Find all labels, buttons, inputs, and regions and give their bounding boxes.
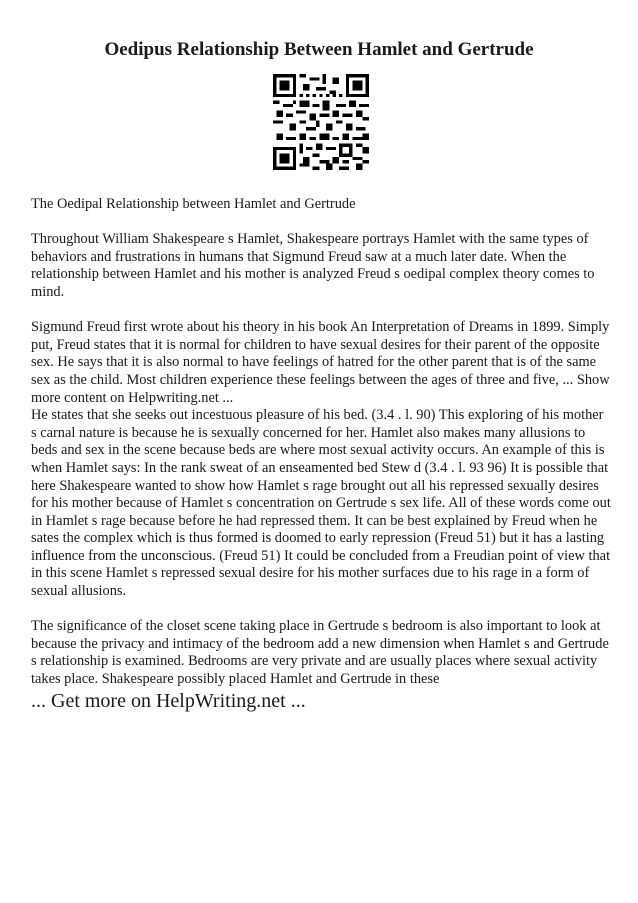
- paragraph: Sigmund Freud first wrote about his theory in his book An Interpretation of Dreams in 1899. Simply put, Freud states that it is normal for children to have sexual desires for their parent of the opposite sex. He says that it is also normal to have feelings of hatred for the other parent that is of the same sex as the child. Most children experience these feelings between the ages of three and five, ... Show more content on Helpwriting.net ...: [31, 319, 610, 406]
- get-more-link[interactable]: ... Get more on HelpWriting.net ...: [31, 690, 306, 712]
- document-body: [31, 196, 611, 706]
- qr-code-icon: [273, 74, 369, 170]
- paragraph: Throughout William Shakespeare s Hamlet, Shakespeare portrays Hamlet with the same types of behaviors and frustrations in humans that Sigmund Freud saw at a much later date. When the relationship between Hamlet and his mother is analyzed Freud s oedipal complex theory comes to mind.: [31, 231, 595, 300]
- paragraph: He states that she seeks out incestuous pleasure of his bed. (3.4 . l. 90) This exploring of his mother s carnal nature is because he is sexually concerned for her. Hamlet also makes many allusions to beds and sex in the scene because beds are where most sexual activity occurs. An example of this is when Hamlet says: In the rank sweat of an enseamented bed Stew d (3.4 . l. 93 96) It is possible that here Shakespeare wanted to show how Hamlet s rage brought out all his repressed sexually desires for his mother because of Hamlet s concentration on Gertrude s sex life. All of these words come out in Hamlet s rage because before he had repressed them. It can be best explained by Freud when he sates the complex which is thus formed is doomed to early repression (Freud 51) but it has a lasting influence from the unconscious. (Freud 51) It could be concluded from a Freudian point of view that in this scene Hamlet s repressed sexual desire for his mother surfaces due to his rage in a form of sexual allusions.: [31, 407, 611, 600]
- document-title: Oedipus Relationship Between Hamlet and Gertrude: [104, 39, 534, 60]
- paragraph: The significance of the closet scene taking place in Gertrude s bedroom is also important to look at because the privacy and intimacy of the bedroom add a new dimension when Hamlet s and Gertrude s relationship is examined. Bedrooms are very private and are usually places where sexual activity takes place. Shakespeare possibly placed Hamlet and Gertrude in these: [31, 618, 609, 688]
- paragraph: The Oedipal Relationship between Hamlet and Gertrude: [31, 196, 356, 212]
